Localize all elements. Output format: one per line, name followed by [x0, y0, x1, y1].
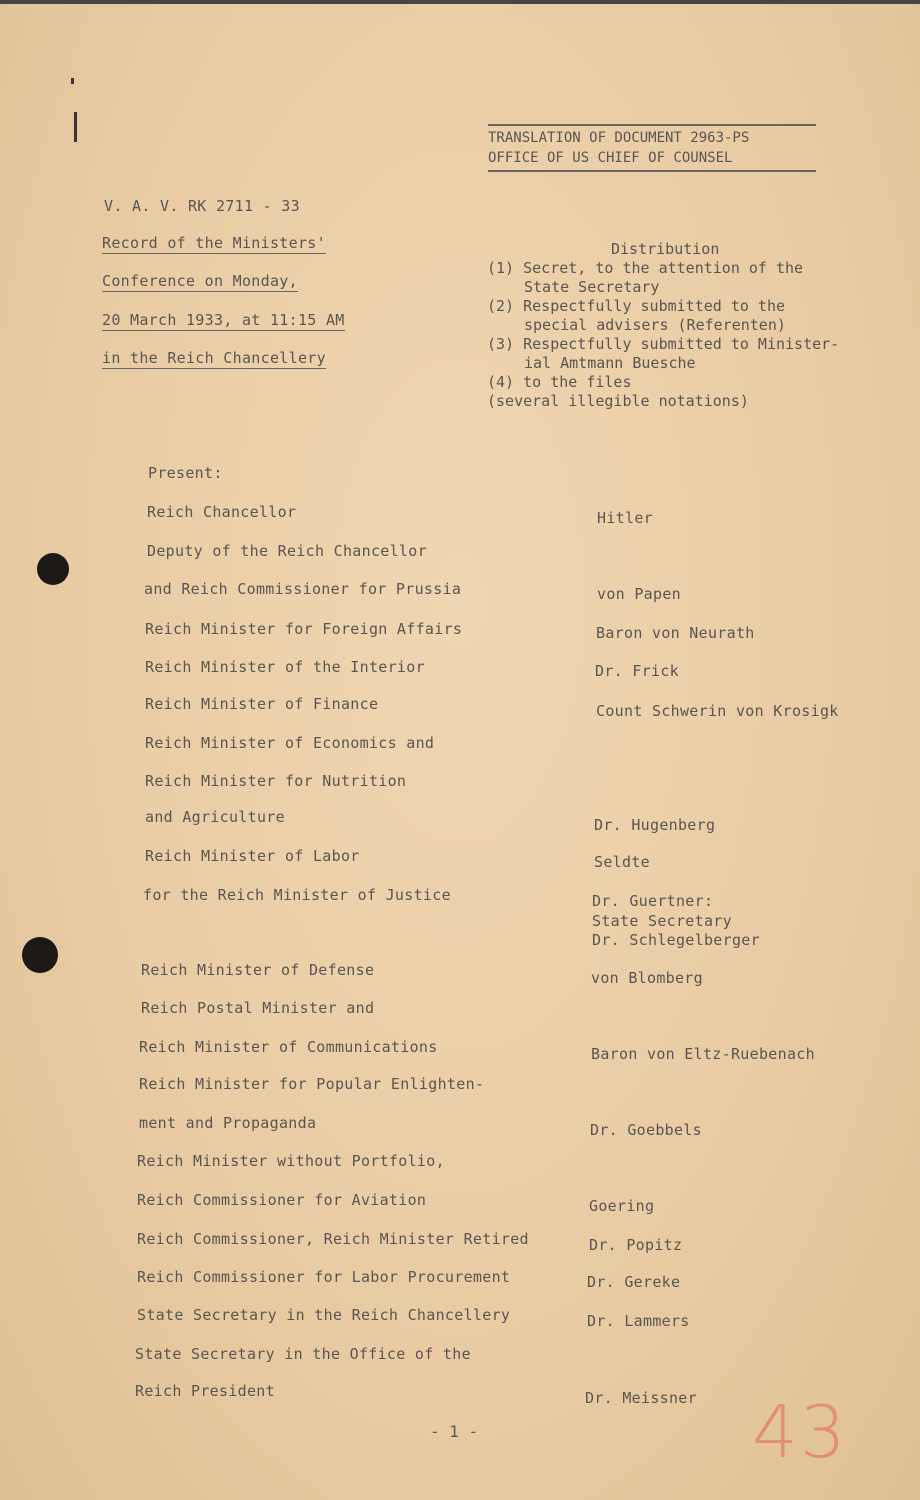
attendee-name: Seldte	[594, 853, 650, 871]
translation-header	[488, 124, 816, 172]
record-title-4: in the Reich Chancellery	[102, 349, 326, 367]
attendee-name: Dr. Frick	[595, 662, 679, 680]
office-title: OFFICE OF US CHIEF OF COUNSEL	[488, 150, 733, 166]
attendee-title: Reich Minister for Nutrition	[145, 772, 407, 790]
attendee-name: Baron von Eltz-Ruebenach	[591, 1045, 815, 1063]
reference-number: V. A. V. RK 2711 - 33	[104, 197, 300, 215]
attendee-name: State Secretary	[592, 912, 732, 930]
attendee-title: Reich Minister of the Interior	[145, 658, 425, 676]
attendee-name: Goering	[589, 1197, 655, 1215]
attendee-name: Dr. Popitz	[589, 1236, 683, 1254]
distribution-title: Distribution	[611, 240, 720, 258]
attendee-title: Reich President	[135, 1382, 275, 1400]
attendee-title: Reich Commissioner for Aviation	[137, 1191, 427, 1209]
distribution-item: (several illegible notations)	[487, 392, 749, 410]
present-heading: Present:	[148, 464, 223, 482]
attendee-title: State Secretary in the Reich Chancellery	[137, 1306, 511, 1324]
distribution-item: ial Amtmann Buesche	[524, 354, 696, 372]
attendee-name: Dr. Hugenberg	[594, 816, 716, 834]
attendee-title: and Reich Commissioner for Prussia	[144, 580, 462, 598]
attendee-title: Reich Minister of Labor	[145, 847, 360, 865]
attendee-name: Dr. Schlegelberger	[592, 931, 760, 949]
attendee-title: for the Reich Minister of Justice	[143, 886, 451, 904]
scan-top-edge	[0, 0, 920, 4]
attendee-title: and Agriculture	[145, 808, 285, 826]
attendee-title: State Secretary in the Office of the	[135, 1345, 471, 1363]
attendee-name: Dr. Guertner:	[592, 892, 714, 910]
ink-mark	[74, 112, 77, 142]
attendee-name: Baron von Neurath	[596, 624, 755, 642]
attendee-name: Dr. Goebbels	[590, 1121, 702, 1139]
attendee-name: Count Schwerin von Krosigk	[596, 702, 839, 720]
attendee-title: Reich Minister of Finance	[145, 695, 379, 713]
distribution-item: special advisers (Referenten)	[524, 316, 786, 334]
attendee-title: Reich Minister of Defense	[141, 961, 375, 979]
attendee-title: Reich Commissioner, Reich Minister Retired	[137, 1230, 529, 1248]
distribution-item: (4) to the files	[487, 373, 632, 391]
record-title-2: Conference on Monday,	[102, 272, 298, 290]
attendee-name: von Papen	[597, 585, 681, 603]
attendee-name: Hitler	[597, 509, 653, 527]
attendee-title: Reich Minister of Economics and	[145, 734, 435, 752]
attendee-title: Reich Minister for Foreign Affairs	[145, 620, 463, 638]
punch-hole	[22, 937, 58, 973]
record-title-3: 20 March 1933, at 11:15 AM	[102, 311, 345, 329]
distribution-item: State Secretary	[524, 278, 660, 296]
distribution-block	[487, 240, 839, 411]
translation-title: TRANSLATION OF DOCUMENT 2963-PS	[488, 130, 750, 146]
attendee-title: Reich Chancellor	[147, 503, 297, 521]
handwritten-page-stamp: 43	[752, 1390, 848, 1474]
ink-mark	[71, 78, 74, 84]
attendee-name: von Blomberg	[591, 969, 703, 987]
attendee-title: Reich Postal Minister and	[141, 999, 375, 1017]
distribution-item: (2) Respectfully submitted to the	[487, 297, 786, 315]
attendee-name: Dr. Meissner	[585, 1389, 697, 1407]
distribution-item: (3) Respectfully submitted to Minister-	[487, 335, 840, 353]
attendee-title: Deputy of the Reich Chancellor	[147, 542, 427, 560]
punch-hole	[37, 553, 69, 585]
attendee-title: Reich Commissioner for Labor Procurement	[137, 1268, 511, 1286]
attendee-title: Reich Minister for Popular Enlighten-	[139, 1075, 485, 1093]
distribution-item: (1) Secret, to the attention of the	[487, 259, 804, 277]
attendee-title: Reich Minister without Portfolio,	[137, 1152, 445, 1170]
attendee-name: Dr. Lammers	[587, 1312, 690, 1330]
page-number: - 1 -	[430, 1422, 479, 1441]
attendee-title: Reich Minister of Communications	[139, 1038, 438, 1056]
record-title-1: Record of the Ministers'	[102, 234, 326, 252]
attendee-title: ment and Propaganda	[139, 1114, 317, 1132]
attendee-name: Dr. Gereke	[587, 1273, 681, 1291]
